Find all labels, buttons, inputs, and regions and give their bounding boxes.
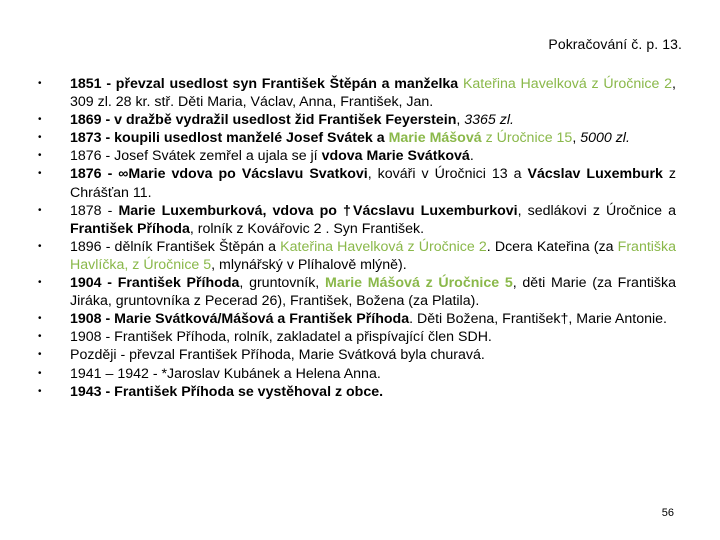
list-item-text: z Úročnice 2 xyxy=(586,76,673,92)
list-item xyxy=(38,383,676,401)
bullet-icon: • xyxy=(38,114,42,126)
list-item-text: 1896 - dělník František Štěpán a xyxy=(70,238,281,255)
list-item-text: 1876 - ∞Marie vdova po Vácslavu Svatkovi xyxy=(70,166,368,183)
list-item-text: 1908 - František Příhoda, rolník, zakladatel a přispívající člen SDH. xyxy=(70,329,492,346)
list-item xyxy=(38,365,676,383)
list-item-text: 1869 - v dražbě vydražil usedlost žid František Feyerstein xyxy=(70,112,457,129)
list-item xyxy=(38,310,676,328)
bullet-icon: • xyxy=(38,150,42,162)
list-item xyxy=(38,238,676,274)
list-item-text: 5000 zl. xyxy=(580,130,630,147)
history-list xyxy=(38,75,676,401)
list-item-text: 1876 - Josef Svátek zemřel a ujala se jí xyxy=(70,148,322,165)
bullet-icon: • xyxy=(38,240,42,252)
list-item-text: z Chrášťan 11. xyxy=(70,166,676,201)
list-item xyxy=(38,111,676,129)
list-item-text: Františka Havlíčka, z Úročnice 5 xyxy=(70,238,676,273)
list-item xyxy=(38,346,676,364)
bullet-icon: • xyxy=(38,132,42,144)
list-item-text: 1873 - koupili usedlost manželé Josef Svátek a xyxy=(70,130,389,147)
list-item-text: 1941 – 1942 - *Jaroslav Kubánek a Helena Anna. xyxy=(70,365,381,382)
list-item-text: , rolník z Kovářovic 2 . Syn František. xyxy=(189,220,425,237)
list-item-text: , gruntovník, xyxy=(239,275,325,292)
list-item xyxy=(38,202,676,238)
bullet-icon: • xyxy=(38,331,42,343)
list-item-text: Marie Mášová xyxy=(388,130,482,147)
list-item-text: Marie Luxemburková, vdova po †Vácslavu Luxemburkovi xyxy=(118,202,518,219)
list-item-text: , kováři v Úročnici 13 a xyxy=(367,166,528,183)
bullet-icon: • xyxy=(38,313,42,325)
list-item-text: 1908 - Marie Svátková/Mášová a František Příhoda xyxy=(70,311,410,328)
list-item-text: . Dcera Kateřina (za xyxy=(486,238,618,255)
list-item-text: Vácslav Luxemburk xyxy=(527,166,663,183)
list-item-text: Kateřina Havelková xyxy=(462,76,587,92)
list-item-text: 1904 - František Příhoda xyxy=(70,275,240,292)
list-item-text: . xyxy=(469,148,474,165)
bullet-icon: • xyxy=(38,349,42,361)
list-item-text: , xyxy=(572,130,581,147)
list-item-text: František Příhoda xyxy=(70,220,190,237)
list-item-text: , mlynářský v Plíhalově mlýně). xyxy=(211,256,407,273)
list-item-text: 1851 - převzal usedlost syn František Štěpán a manželka xyxy=(70,76,463,92)
list-item-text: , 309 zl. 28 kr. stř. Děti Maria, Václav, Anna, František, Jan. xyxy=(70,76,676,111)
list-item-text: , sedlákovi z Úročnice a xyxy=(517,202,677,219)
list-item-text: vdova Marie Svátková xyxy=(321,148,470,165)
list-item-text: 1878 - xyxy=(70,202,119,219)
list-item xyxy=(38,165,676,201)
list-item-text: 1943 - František Příhoda se vystěhoval z obce. xyxy=(70,383,384,400)
bullet-icon: • xyxy=(38,168,42,180)
slide-header: Pokračování č. p. 13. xyxy=(548,36,682,52)
list-item-text: Později - převzal František Příhoda, Marie Svátková byla churavá. xyxy=(70,347,485,364)
bullet-icon: • xyxy=(38,367,42,379)
bullet-icon: • xyxy=(38,277,42,289)
list-item-text: . Děti Božena, František†, Marie Antonie. xyxy=(409,311,667,328)
list-item-text: Kateřina Havelková z Úročnice 2 xyxy=(280,238,487,255)
list-item xyxy=(38,274,676,310)
bullet-icon: • xyxy=(38,385,42,397)
bullet-icon: • xyxy=(38,204,42,216)
page-number: 56 xyxy=(661,507,674,519)
list-item-text: z Úročnice 15 xyxy=(481,130,573,147)
bullet-icon: • xyxy=(38,78,42,89)
list-item xyxy=(38,75,676,111)
list-item-text: , děti Marie (za Františka Jiráka, gruntovníka z Pecerad 26), František, Božena (za Platila). xyxy=(70,275,677,310)
list-item-text: , xyxy=(456,112,465,129)
list-item-text: 3365 zl. xyxy=(464,112,514,129)
list-item xyxy=(38,328,676,346)
list-item xyxy=(38,147,676,165)
list-item xyxy=(38,129,676,147)
list-item-text: Marie Mášová z Úročnice 5 xyxy=(325,275,513,292)
